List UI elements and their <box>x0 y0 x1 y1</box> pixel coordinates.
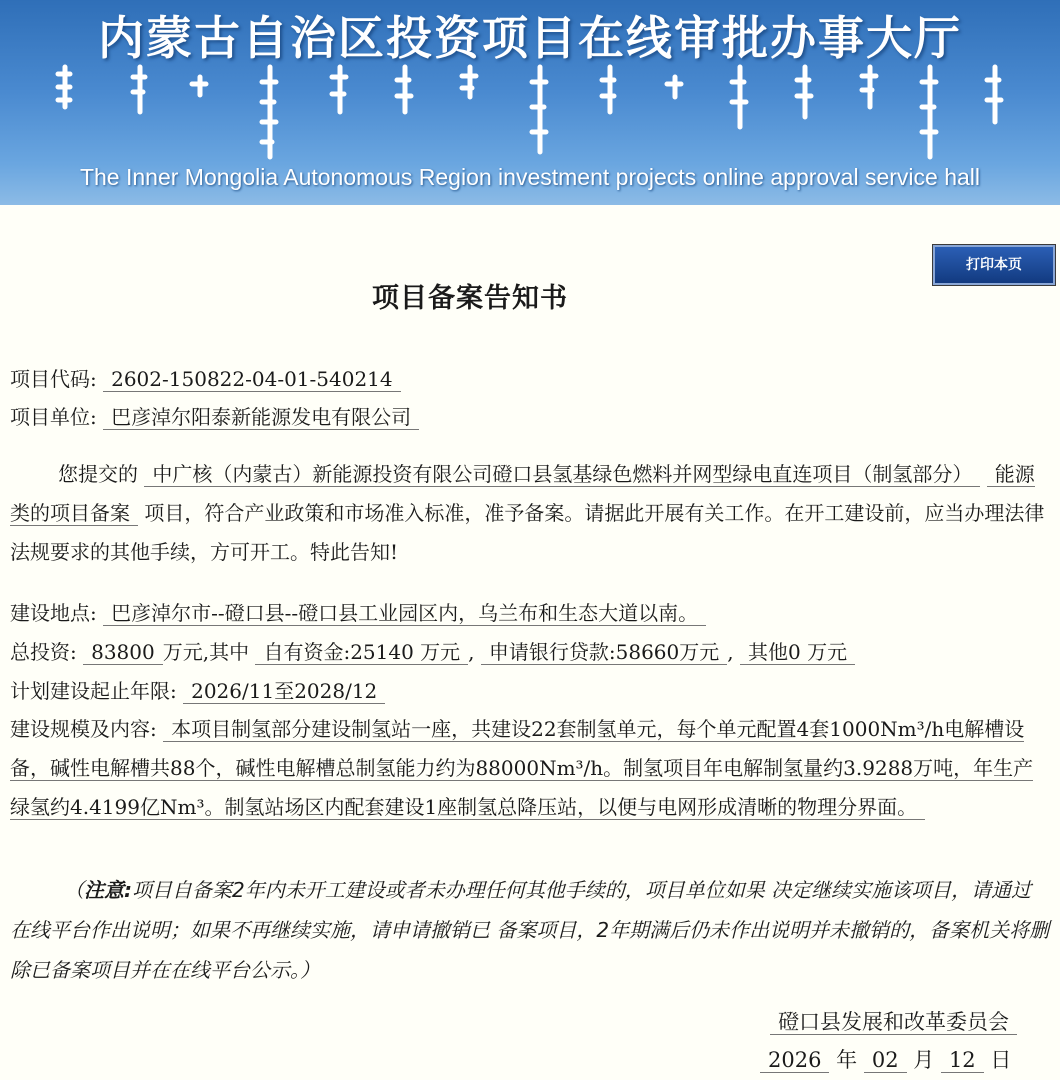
note-bold-label: 注意: <box>84 878 132 902</box>
banner-title: 内蒙古自治区投资项目在线审批办事大厅 <box>98 11 962 65</box>
month-label: 月 <box>913 1048 935 1072</box>
investment-label: 总投资: <box>10 640 77 664</box>
project-code-value: 2602-150822-04-01-540214 <box>103 367 401 392</box>
period-row <box>10 678 385 704</box>
document-title: 项目备案告知书 <box>372 283 568 314</box>
day-label: 日 <box>990 1048 1012 1072</box>
note-paragraph <box>10 870 1050 990</box>
notice-prefix: 您提交的 <box>58 462 138 486</box>
scale-content: 本项目制氢部分建设制氢站一座，共建设22套制氢单元，每个单元配置4套1000Nm³/h电解槽设备，碱性电解槽共88个，碱性电解槽总制氢能力约为88000Nm³/h。制氢项目年电解制氢量约3.9288万吨，年生产绿氢约4.4199亿Nm³。制氢站场区内配套建设1座制氢总降压站，以便与电网形成清晰的物理分界面。 <box>10 717 1034 819</box>
investment-row: 总投资: 83800 万元,其中 自有资金:25140 万元 , 申请银行贷款:58660万元 , 其他0 万元 <box>10 639 855 665</box>
project-name: 中广核（内蒙古）新能源投资有限公司磴口县氢基绿色燃料并网型绿电直连项目（制氢部分） <box>144 462 980 487</box>
year-label: 年 <box>836 1048 858 1072</box>
mongolian-script-graphic <box>40 62 1020 172</box>
period-label: 计划建设起止年限: <box>10 679 177 703</box>
date-month: 02 <box>864 1048 907 1073</box>
page-banner <box>0 0 1060 205</box>
date-day: 12 <box>941 1048 984 1073</box>
notice-suffix: 项目，符合产业政策和市场准入标准，准予备案。请据此开展有关工作。在开工建设前，应当办理法律法规要求的其他手续，方可开工。特此告知! <box>10 501 1045 564</box>
project-code-label: 项目代码: <box>10 367 97 391</box>
notice-paragraph <box>10 455 1050 572</box>
date-year: 2026 <box>760 1048 829 1073</box>
other-funds: 其他0 万元 <box>740 640 855 665</box>
project-type: 能源类的项目备案 <box>10 462 1035 525</box>
project-unit-row <box>10 404 419 430</box>
location-label: 建设地点: <box>10 601 97 625</box>
project-unit-label: 项目单位: <box>10 405 97 429</box>
period-value: 2026/11至2028/12 <box>183 679 385 704</box>
scale-label: 建设规模及内容: <box>10 717 157 741</box>
location-row <box>10 600 706 626</box>
authority-signature <box>770 1006 1017 1036</box>
print-page-button[interactable]: 打印本页 <box>933 245 1055 285</box>
bank-loan: 申请银行贷款:58660万元 <box>481 640 727 665</box>
own-funds: 自有资金:25140 万元 <box>255 640 468 665</box>
note-open: （ <box>64 878 84 902</box>
scale-paragraph <box>10 710 1050 827</box>
authority-name: 磴口县发展和改革委员会 <box>770 1010 1017 1035</box>
banner-subtitle-en: The Inner Mongolia Autonomous Region investment projects online approval service hall <box>79 164 981 190</box>
location-value: 巴彦淖尔市--磴口县--磴口县工业园区内，乌兰布和生态大道以南。 <box>103 601 706 626</box>
date-row <box>760 1044 1011 1074</box>
investment-total: 83800 <box>83 640 163 665</box>
project-unit-value: 巴彦淖尔阳泰新能源发电有限公司 <box>103 405 419 430</box>
project-code-row <box>10 366 401 392</box>
note-text: 项目自备案2年内未开工建设或者未办理任何其他手续的，项目单位如果 决定继续实施该项目，请通过在线平台作出说明；如果不再继续实施，请申请撤销已 备案项目，2年期满后仍未作出说明并未撤销的，备案机关将删除已备案项目并在在线平台公示。） <box>10 878 1050 982</box>
investment-unit: 万元,其中 <box>162 640 250 664</box>
